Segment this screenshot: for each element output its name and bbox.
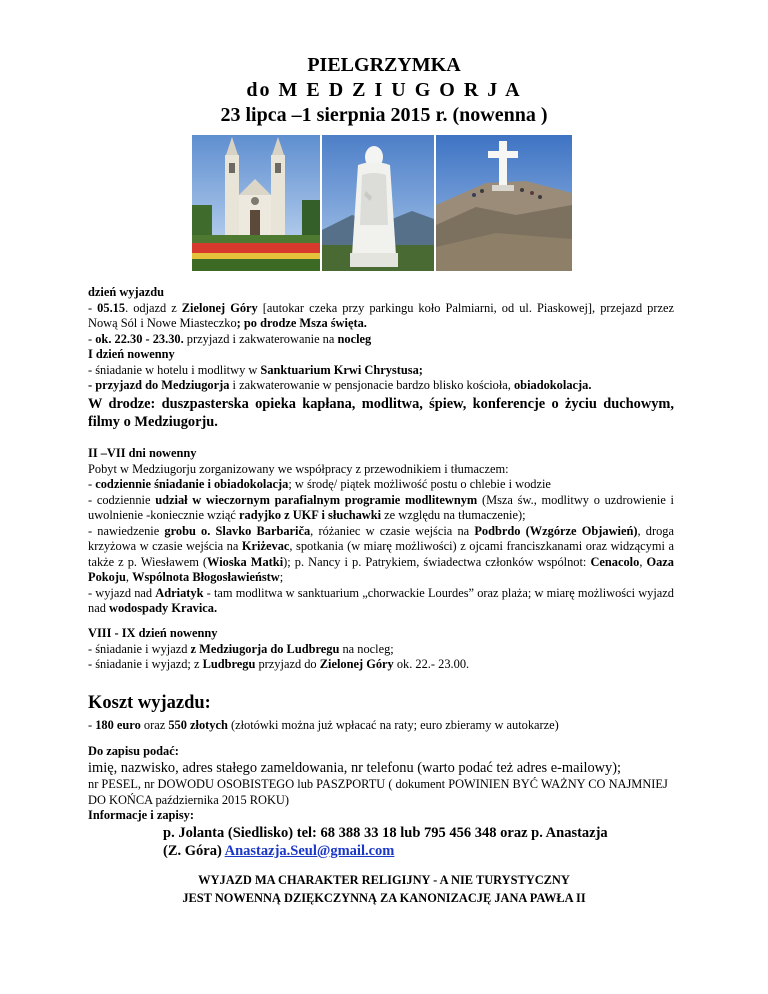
cost-heading: Koszt wyjazdu: — [88, 693, 211, 713]
on-road-paragraph: W drodze: duszpasterska opieka kapłana, modlitwa, śpiew, konferencje o życiu duchowym, filmy o Medziugorju. — [88, 396, 674, 430]
day1-heading: I dzień nowenny — [88, 347, 175, 361]
contact-line-1: p. Jolanta (Siedlisko) tel: 68 388 33 18 lub 795 456 348 oraz p. Anastazja — [163, 824, 608, 841]
title-line-1: PIELGRZYMKA — [307, 54, 461, 76]
registration-section — [88, 744, 674, 860]
days-8-9-heading: VIII - IX dzień nowenny — [88, 626, 218, 640]
days-2-7-intro: Pobyt w Medziugorju zorganizowany we współpracy z przewodnikiem i tłumaczem: — [88, 461, 509, 476]
footer-line-1: WYJAZD MA CHARAKTER RELIGIJNY - A NIE TURYSTYCZNY — [198, 873, 570, 887]
days-8-9-line-1: - śniadanie i wyjazd z Medziugorja do Ludbregu na nocleg; — [88, 641, 394, 656]
departure-line-1: - 05.15. odjazd z Zielonej Góry [autokar czeka przy parkingu koło Palmiarni, od ul. Piaskowej], przejazd przez Nową Sól i Nowe Miasteczko; po drodze Msza święta. — [88, 300, 675, 330]
registration-heading: Do zapisu podać: — [88, 744, 179, 758]
photo-strip — [192, 135, 572, 271]
days-2-7-item-2: - codziennie udział w wieczornym parafialnym programie modlitewnym (Msza św., modlitwy o uzdrowienie i uwolnienie -koniecznie wziąć radyjko z UKF i słuchawki ze względu na tłumaczenie); — [88, 492, 674, 522]
days-2-7-section — [88, 446, 674, 617]
footer-line-2: JEST NOWENNĄ DZIĘKCZYNNĄ ZA KANONIZACJĘ JANA PAWŁA II — [182, 891, 586, 905]
days-2-7-heading: II –VII dni nowenny — [88, 446, 197, 460]
days-2-7-item-4: - wyjazd nad Adriatyk - tam modlitwa w sanktuarium „chorwackie Lourdes” oraz plaża; w miarę możliwości wyjazd nad wodospady Kravica. — [88, 585, 675, 615]
email-link[interactable]: Anastazja.Seul@gmail.com — [224, 842, 395, 859]
cross-hill-photo — [436, 135, 572, 271]
registration-line-2: nr PESEL, nr DOWODU OSOBISTEGO lub PASZPORTU ( dokument POWINIEN BYĆ WAŻNY CO NAJMNIEJ DO KOŃCA października 2015 ROKU) — [88, 777, 668, 807]
registration-line-1: imię, nazwisko, adres stałego zameldowania, nr telefonu (warto podać też adres e-mailowy); — [88, 759, 622, 776]
info-heading: Informacje i zapisy: — [88, 808, 194, 822]
days-2-7-item-1: - codziennie śniadanie i obiadokolacja; w środę/ piątek możliwość postu o chlebie i wodzie — [88, 477, 551, 491]
departure-day-section — [88, 285, 674, 394]
title-line-2: do M E D Z I U G O R J A — [246, 79, 522, 101]
departure-line-2: - ok. 22.30 - 23.30. przyjazd i zakwaterowanie na nocleg — [88, 331, 372, 346]
title-dates: 23 lipca –1 sierpnia 2015 r. (nowenna ) — [220, 104, 548, 126]
days-2-7-item-3: - nawiedzenie grobu o. Slavko Barbariča, różaniec w czasie wejścia na Podbrdo (Wzgórze Objawień), droga krzyżowa w czasie wejścia na Kriżevac, spotkania (w miarę możliwości) z ojcami franciszkanami oraz widzącymi a także z p. Wiesławem (Wioska Matki); p. Nancy i p. Patrykiem, świadectwa członków wspólnot: Cenacolo, Oaza Pokoju, Wspólnota Błogosławieństw; — [88, 523, 674, 584]
days-8-9-section — [88, 626, 674, 673]
cost-section — [88, 692, 674, 734]
day1-line-2: - przyjazd do Medziugorja i zakwaterowanie w pensjonacie bardzo blisko kościoła, obiadokolacja. — [88, 378, 592, 392]
cost-line: - 180 euro oraz 550 złotych (złotówki można już wpłacać na raty; euro zbieramy w autokarze) — [88, 718, 559, 732]
contact-line-2: (Z. Góra) Anastazja.Seul@gmail.com — [163, 842, 395, 859]
day1-line-1: - śniadanie w hotelu i modlitwy w Sanktuarium Krwi Chrystusa; — [88, 362, 423, 377]
statue-photo — [322, 135, 434, 271]
departure-heading: dzień wyjazdu — [88, 285, 165, 299]
days-8-9-line-2: - śniadanie i wyjazd; z Ludbregu przyjazd do Zielonej Góry ok. 22.- 23.00. — [88, 657, 470, 671]
church-photo — [192, 135, 320, 271]
